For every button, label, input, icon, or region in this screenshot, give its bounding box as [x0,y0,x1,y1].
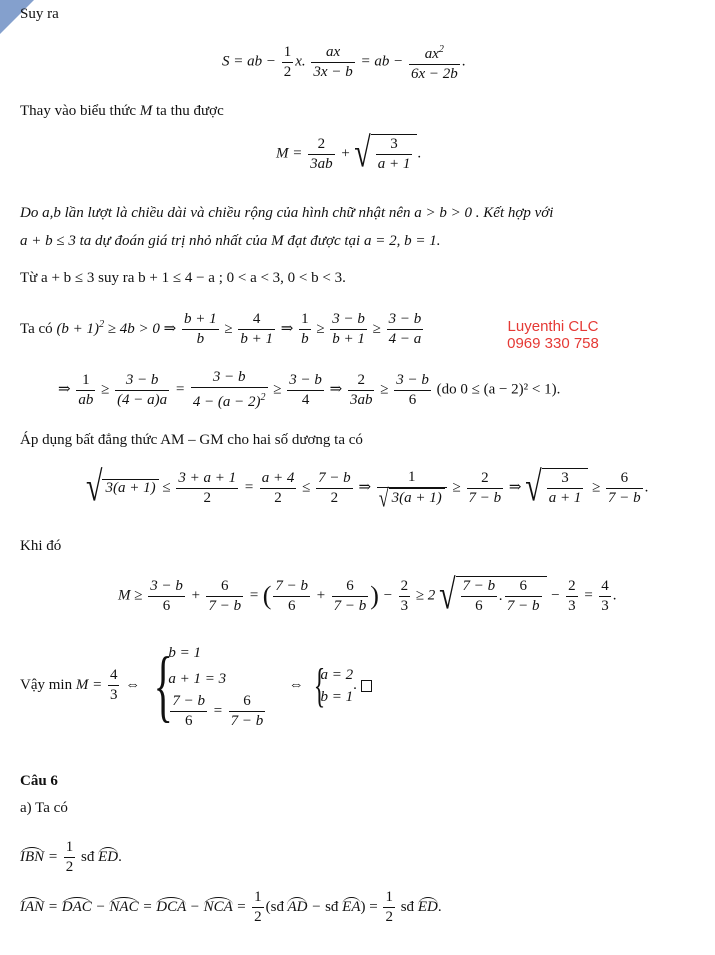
text-ap-dung: Áp dụng bất đẳng thức AM – GM cho hai số dương ta có [20,432,363,448]
end-proof-icon [361,680,372,692]
text-ta-co: Ta có [20,320,53,337]
formula-ibn: IBN = $\frac{1}{2}$ sđ ED. [20,839,122,875]
formula-ian: IAN = DAC − NAC = DCA − NCA = $\frac{1}{2}$ (sđ AD − sđ EA) = $\frac{1}{2}$ sđ ED. [20,889,442,925]
heading-cau6: Câu 6 [20,773,58,789]
text-sd-2: sđ [270,898,284,915]
text-khi-do: Khi đó [20,538,62,554]
formula-s: S = ab − $\frac{1}{2}$ x. $\frac{ax}{3x - b}$ = ab − $\frac{ax^2}{6x - 2b}$ . [222,40,465,84]
text-tu-line: Từ a + b ≤ 3 suy ra b + 1 ≤ 4 − a ; 0 < a < 3, 0 < b < 3. [20,270,346,286]
text-do-line1: Do a,b lần lượt là chiều dài và chiều rộng của hình chữ nhật nên a > b > 0 . Kết hợp với [20,205,554,221]
text-a-ta-co: a) Ta có [20,800,68,816]
text-thay-vao-lead: Thay vào biểu thức [20,103,137,119]
text-sd-3: sđ [325,898,339,915]
text-thay-vao: Thay vào biểu thức M ta thu được [20,103,224,119]
text-do-cond: (do 0 ≤ (a − 2)² < 1). [436,381,561,398]
formula-chain: ⇒ $\frac{1}{ab}$ ≥ $\frac{3 - b}{(4 - a)a}$ = $\frac{3 - b}{4 - (a - 2)^2}$ ≥ $\frac{3 - b}{4}$ ⇒ $\frac{2}{3ab}$ ≥ $\frac{3 - b}{6}$ (do 0 ≤ (a − 2)² < 1). [58,369,561,410]
text-vay: Vậy [20,676,45,693]
watermark-name: Luyenthi CLC [507,318,599,335]
text-do-line2: a + b ≤ 3 ta dự đoán giá trị nhỏ nhất của M đạt được tại a = 2, b = 1. [20,233,441,249]
formula-amgm: √ 3(a + 1) ≤ $\frac{3 + a + 1}{2}$ = $\frac{a + 4}{2}$ ≤ $\frac{7 - b}{2}$ ⇒ 1 √ 3(a + 1) ≥ $\frac{2}{7 - b}$ ⇒ √ $\frac{3}{a + 1}$ ≥ $\frac{6}{7 - b}$ . [86,464,649,512]
formula-m-min: M ≥ $\frac{3 - b}{6}$ + $\frac{6}{7 - b}$ = ( $\frac{7 - b}{6}$ + $\frac{6}{7 - b}$ ) − $\frac{2}{3}$ ≥ 2 √ $\frac{7 - b}{6}$ . $\frac{6}{7 - b}$ − $\frac{2}{3}$ = $\frac{4}{3}$ . [118,572,617,619]
formula-vay: Vậy min M = $\frac{4}{3}$ ⇔ { b = 1 a + 1 = 3 $\frac{7 - b}{6}$ = $\frac{6}{7 - b}$ ⇔ { a = 2 b = 1 . [20,640,372,731]
text-thay-vao-tail: ta thu được [156,103,224,119]
formula-ta-co: Ta có $(b + 1)^2 \ge 4b > 0$ ⇒ $\frac{b + 1}{b}$ ≥ $\frac{4}{b + 1}$ ⇒ $\frac{1}{b}$ ≥ $\frac{3 - b}{b + 1}$ ≥ $\frac{3 - b}{4 - a}$ [20,311,422,347]
watermark [498,318,608,352]
watermark-phone: 0969 330 758 [507,335,599,352]
text-sd-1: sđ [81,848,95,865]
text-sd-4: sđ [400,898,415,915]
formula-m: M = $\frac{2}{3ab}$ + √ $\frac{3}{a + 1}$ . [276,130,422,177]
text-suy-ra: Suy ra [20,6,59,22]
